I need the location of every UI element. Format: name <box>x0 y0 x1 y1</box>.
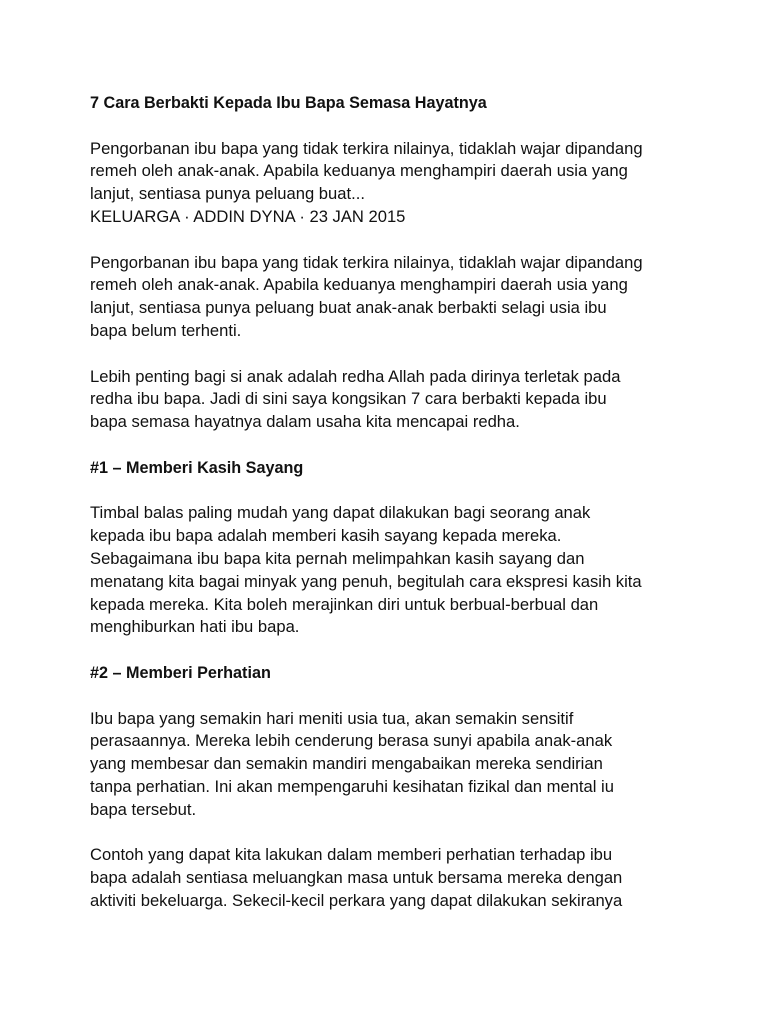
spacer <box>90 822 690 845</box>
text-line: bapa adalah sentiasa meluangkan masa untuk bersama mereka dengan <box>90 868 623 888</box>
text-line: yang membesar dan semakin mandiri mengabaikan mereka sendirian <box>90 754 603 774</box>
text-line: remeh oleh anak-anak. Apabila keduanya menghampiri daerah usia yang <box>90 161 628 181</box>
text-line: Lebih penting bagi si anak adalah redha Allah pada dirinya terletak pada <box>90 366 621 386</box>
document-title: 7 Cara Berbakti Kepada Ibu Bapa Semasa Hayatnya <box>90 94 487 112</box>
excerpt-paragraph <box>90 138 690 206</box>
spacer <box>90 685 690 708</box>
spacer <box>90 115 690 138</box>
article-meta: KELUARGA · ADDIN DYNA · 23 JAN 2015 <box>90 206 406 226</box>
body-paragraph <box>90 366 690 434</box>
section-heading: #1 – Memberi Kasih Sayang <box>90 458 304 477</box>
text-line: lanjut, sentiasa punya peluang buat... <box>90 184 365 204</box>
text-line: bapa tersebut. <box>90 799 197 819</box>
text-line: bapa belum terhenti. <box>90 320 242 340</box>
spacer <box>90 434 690 457</box>
text-line: Sebagaimana ibu bapa kita pernah melimpahkan kasih sayang dan <box>90 548 585 568</box>
text-line: kepada mereka. Kita boleh merajinkan diri untuk berbual-berbual dan <box>90 594 599 614</box>
body-paragraph <box>90 708 690 822</box>
body-paragraph <box>90 844 690 912</box>
text-line: bapa semasa hayatnya dalam usaha kita mencapai redha. <box>90 412 520 432</box>
text-line: tanpa perhatian. Ini akan mempengaruhi kesihatan fizikal dan mental iu <box>90 776 614 796</box>
text-line: menghiburkan hati ibu bapa. <box>90 617 300 637</box>
text-line: Timbal balas paling mudah yang dapat dilakukan bagi seorang anak <box>90 503 591 523</box>
spacer <box>90 229 690 252</box>
section-heading: #2 – Memberi Perhatian <box>90 663 271 682</box>
document-page <box>90 92 690 913</box>
spacer <box>90 639 690 662</box>
spacer <box>90 343 690 366</box>
text-line: Contoh yang dapat kita lakukan dalam memberi perhatian terhadap ibu <box>90 845 613 865</box>
text-line: perasaannya. Mereka lebih cenderung berasa sunyi apabila anak-anak <box>90 731 613 751</box>
body-paragraph <box>90 502 690 639</box>
text-line: lanjut, sentiasa punya peluang buat anak-anak berbakti selagi usia ibu <box>90 298 607 318</box>
spacer <box>90 480 690 503</box>
text-line: remeh oleh anak-anak. Apabila keduanya menghampiri daerah usia yang <box>90 275 628 295</box>
body-paragraph <box>90 252 690 343</box>
text-line: Pengorbanan ibu bapa yang tidak terkira nilainya, tidaklah wajar dipandang <box>90 252 643 272</box>
text-line: kepada ibu bapa adalah memberi kasih sayang kepada mereka. <box>90 526 562 546</box>
text-line: menatang kita bagai minyak yang penuh, begitulah cara ekspresi kasih kita <box>90 571 642 591</box>
text-line: Pengorbanan ibu bapa yang tidak terkira nilainya, tidaklah wajar dipandang <box>90 138 643 158</box>
text-line: Ibu bapa yang semakin hari meniti usia tua, akan semakin sensitif <box>90 708 574 728</box>
text-line: redha ibu bapa. Jadi di sini saya kongsikan 7 cara berbakti kepada ibu <box>90 389 607 409</box>
text-line: aktiviti bekeluarga. Sekecil-kecil perkara yang dapat dilakukan sekiranya <box>90 890 623 910</box>
